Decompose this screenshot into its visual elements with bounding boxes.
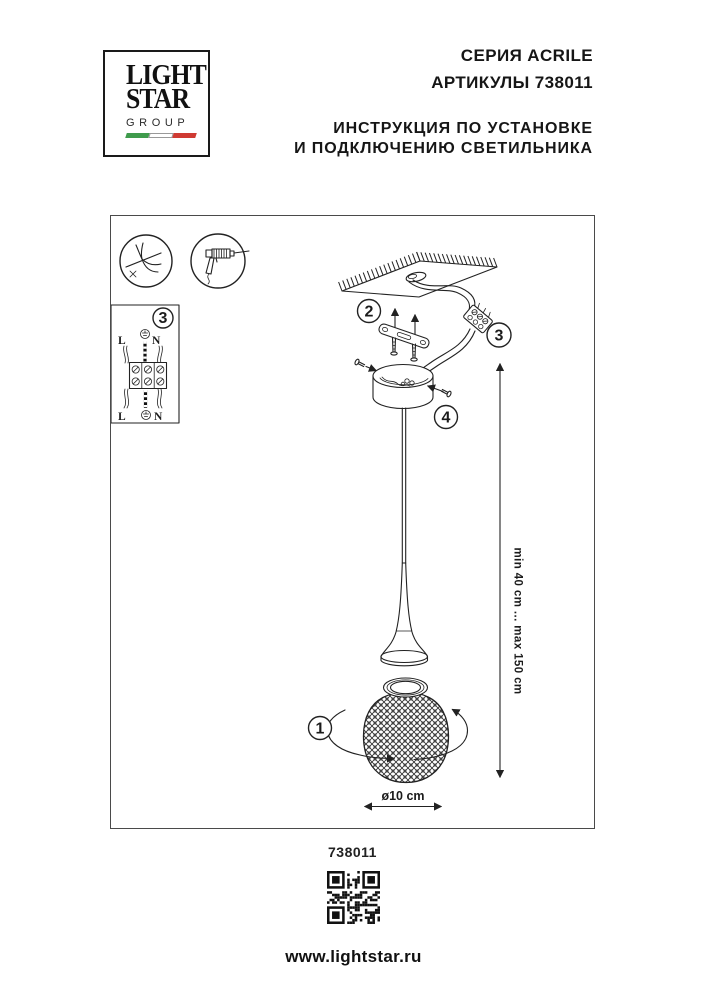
logo-word-light: LIGHT bbox=[126, 60, 206, 91]
earth-symbol-bottom bbox=[142, 411, 151, 420]
suspension-cable bbox=[402, 408, 405, 563]
diameter-label: ø10 cm bbox=[381, 789, 425, 803]
ceiling bbox=[339, 252, 497, 297]
terminal-block bbox=[130, 363, 167, 389]
height-dimension-label: min 40 cm ... max 150 cm bbox=[511, 547, 524, 695]
canopy bbox=[373, 365, 433, 409]
label-l-top: L bbox=[118, 335, 126, 347]
mounting-bracket bbox=[378, 323, 430, 349]
flag-white bbox=[148, 133, 174, 138]
label-l-bottom: L bbox=[118, 411, 126, 423]
callout-4 bbox=[435, 406, 458, 429]
articles-line: АРТИКУЛЫ 738011 bbox=[431, 73, 593, 92]
diagram-frame bbox=[110, 215, 595, 829]
qr-code bbox=[327, 871, 380, 924]
footer-article-number: 738011 bbox=[328, 844, 377, 860]
label-n-bottom: N bbox=[154, 411, 163, 423]
svg-text:1: 1 bbox=[315, 720, 325, 738]
wiring-callout-3: 3 bbox=[158, 310, 168, 327]
flag-green bbox=[125, 133, 150, 138]
italy-flag-stripe bbox=[125, 133, 197, 138]
diameter-dimension bbox=[365, 789, 441, 807]
logo-word-star: STAR bbox=[126, 84, 190, 115]
mains-wires bbox=[409, 280, 475, 310]
instruction-title-line1: ИНСТРУКЦИЯ ПО УСТАНОВКЕ bbox=[333, 120, 593, 137]
svg-text:2: 2 bbox=[364, 303, 374, 321]
earth-symbol-top bbox=[141, 330, 150, 339]
height-dimension bbox=[500, 364, 524, 777]
label-n-top: N bbox=[152, 335, 161, 347]
logo-word-group: GROUP bbox=[126, 117, 190, 129]
callout-3 bbox=[487, 323, 511, 347]
live-wire bbox=[124, 346, 129, 408]
wiring-diagram bbox=[111, 305, 179, 423]
cone-grip bbox=[381, 563, 428, 666]
power-drill-icon bbox=[191, 234, 249, 288]
canopy-screw-left bbox=[354, 359, 376, 371]
svg-text:4: 4 bbox=[441, 409, 451, 427]
lamp-shade bbox=[364, 678, 449, 783]
instruction-title bbox=[294, 119, 593, 159]
website-url: www.lightstar.ru bbox=[285, 947, 422, 966]
svg-text:3: 3 bbox=[494, 327, 504, 345]
callout-2 bbox=[358, 300, 381, 323]
instruction-title-line2: И ПОДКЛЮЧЕНИЮ СВЕТИЛЬНИКА bbox=[294, 140, 593, 157]
wire-stripper-icon bbox=[120, 235, 172, 287]
callout-1 bbox=[309, 717, 332, 740]
header-title-block bbox=[294, 46, 593, 159]
flag-red bbox=[172, 133, 197, 138]
installation-diagram bbox=[111, 216, 594, 828]
series-title: СЕРИЯ ACRILE bbox=[460, 46, 593, 65]
lightstar-logo bbox=[103, 50, 210, 157]
